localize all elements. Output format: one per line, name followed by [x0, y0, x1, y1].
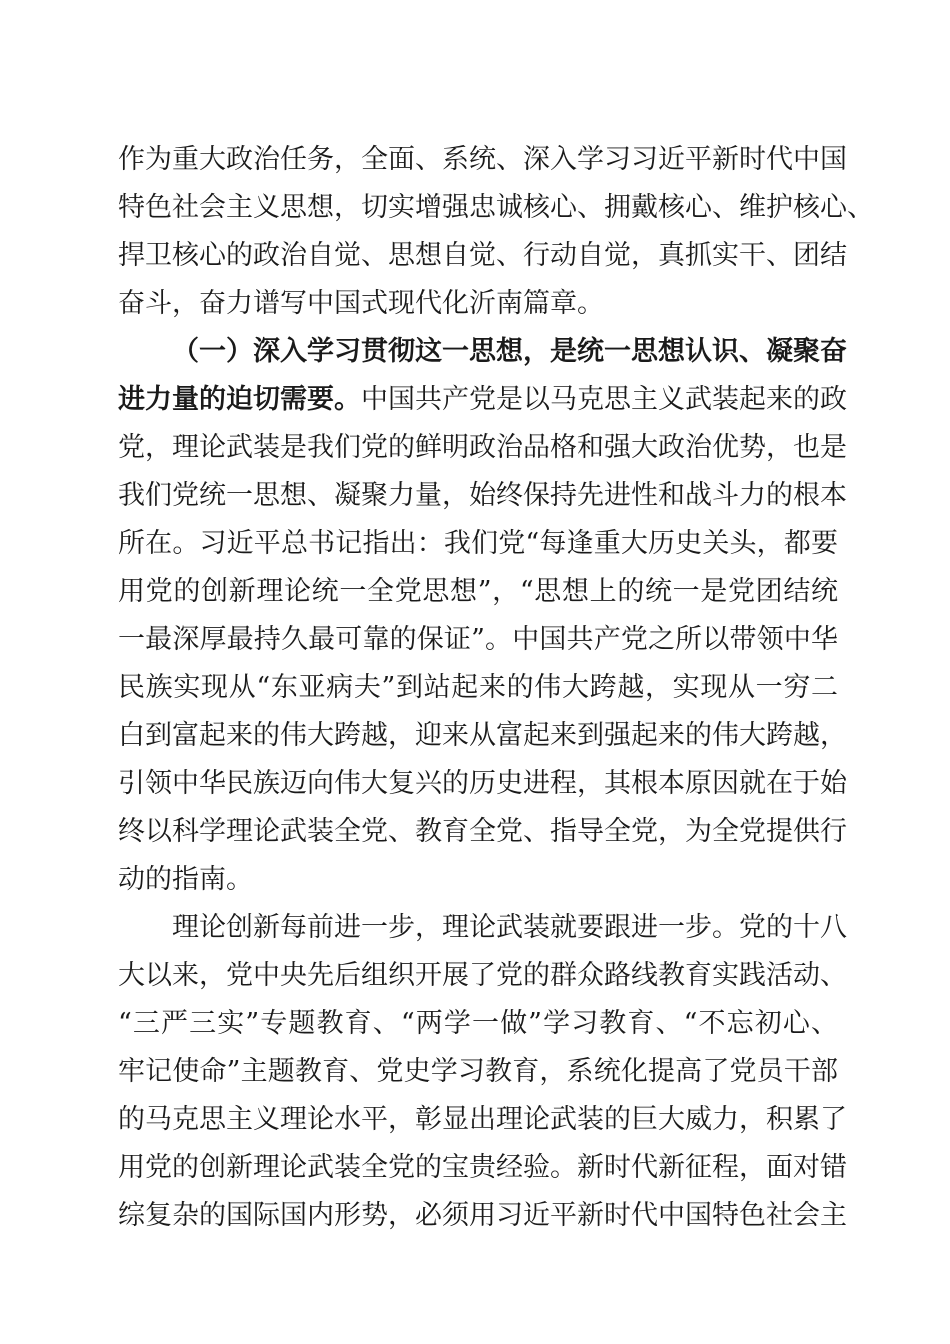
text-line: 引领中华民族迈向伟大复兴的历史进程，其根本原因就在于始	[118, 768, 847, 799]
text-line: 终以科学理论武装全党、教育全党、指导全党，为全党提供行	[118, 816, 847, 847]
text-line: 牢记使命”主题教育、党史学习教育，系统化提高了党员干部	[118, 1056, 838, 1087]
text-line: 动的指南。	[118, 864, 253, 895]
text-line: 大以来，党中央先后组织开展了党的群众路线教育实践活动、	[118, 960, 847, 991]
section-heading-continued: 进力量的迫切需要。	[118, 384, 361, 415]
text-line: 特色社会主义思想，切实增强忠诚核心、拥戴核心、维护核心、	[118, 192, 874, 223]
text-line: 民族实现从“东亚病夫”到站起来的伟大跨越，实现从一穷二	[118, 672, 838, 703]
text-line: 捍卫核心的政治自觉、思想自觉、行动自觉，真抓实干、团结	[118, 240, 847, 271]
text-line: “三严三实”专题教育、“两学一做”学习教育、“不忘初心、	[118, 1008, 838, 1039]
heading-and-text-line	[118, 378, 847, 422]
text-line: 一最深厚最持久最可靠的保证”。中国共产党之所以带领中华	[118, 624, 838, 655]
text-line: 综复杂的国际国内形势，必须用习近平新时代中国特色社会主	[118, 1200, 847, 1231]
text-line: 用党的创新理论统一全党思想”，“思想上的统一是党团结统	[118, 576, 838, 607]
text-line: 所在。习近平总书记指出：我们党“每逢重大历史关头，都要	[118, 528, 838, 559]
section-heading: （一）深入学习贯彻这一思想，是统一思想认识、凝聚奋	[172, 336, 847, 367]
text-line: 的马克思主义理论水平，彰显出理论武装的巨大威力，积累了	[118, 1104, 847, 1135]
text-line: 党，理论武装是我们党的鲜明政治品格和强大政治优势，也是	[118, 432, 847, 463]
text-line: 用党的创新理论武装全党的宝贵经验。新时代新征程，面对错	[118, 1152, 847, 1183]
text-line: 白到富起来的伟大跨越，迎来从富起来到强起来的伟大跨越，	[118, 720, 847, 751]
text-segment: 中国共产党是以马克思主义武装起来的政	[361, 384, 847, 415]
text-line: 奋斗，奋力谱写中国式现代化沂南篇章。	[118, 288, 604, 319]
text-line: 作为重大政治任务，全面、系统、深入学习习近平新时代中国	[118, 144, 847, 175]
text-line: 理论创新每前进一步，理论武装就要跟进一步。党的十八	[172, 912, 847, 943]
text-line: 我们党统一思想、凝聚力量，始终保持先进性和战斗力的根本	[118, 480, 847, 511]
